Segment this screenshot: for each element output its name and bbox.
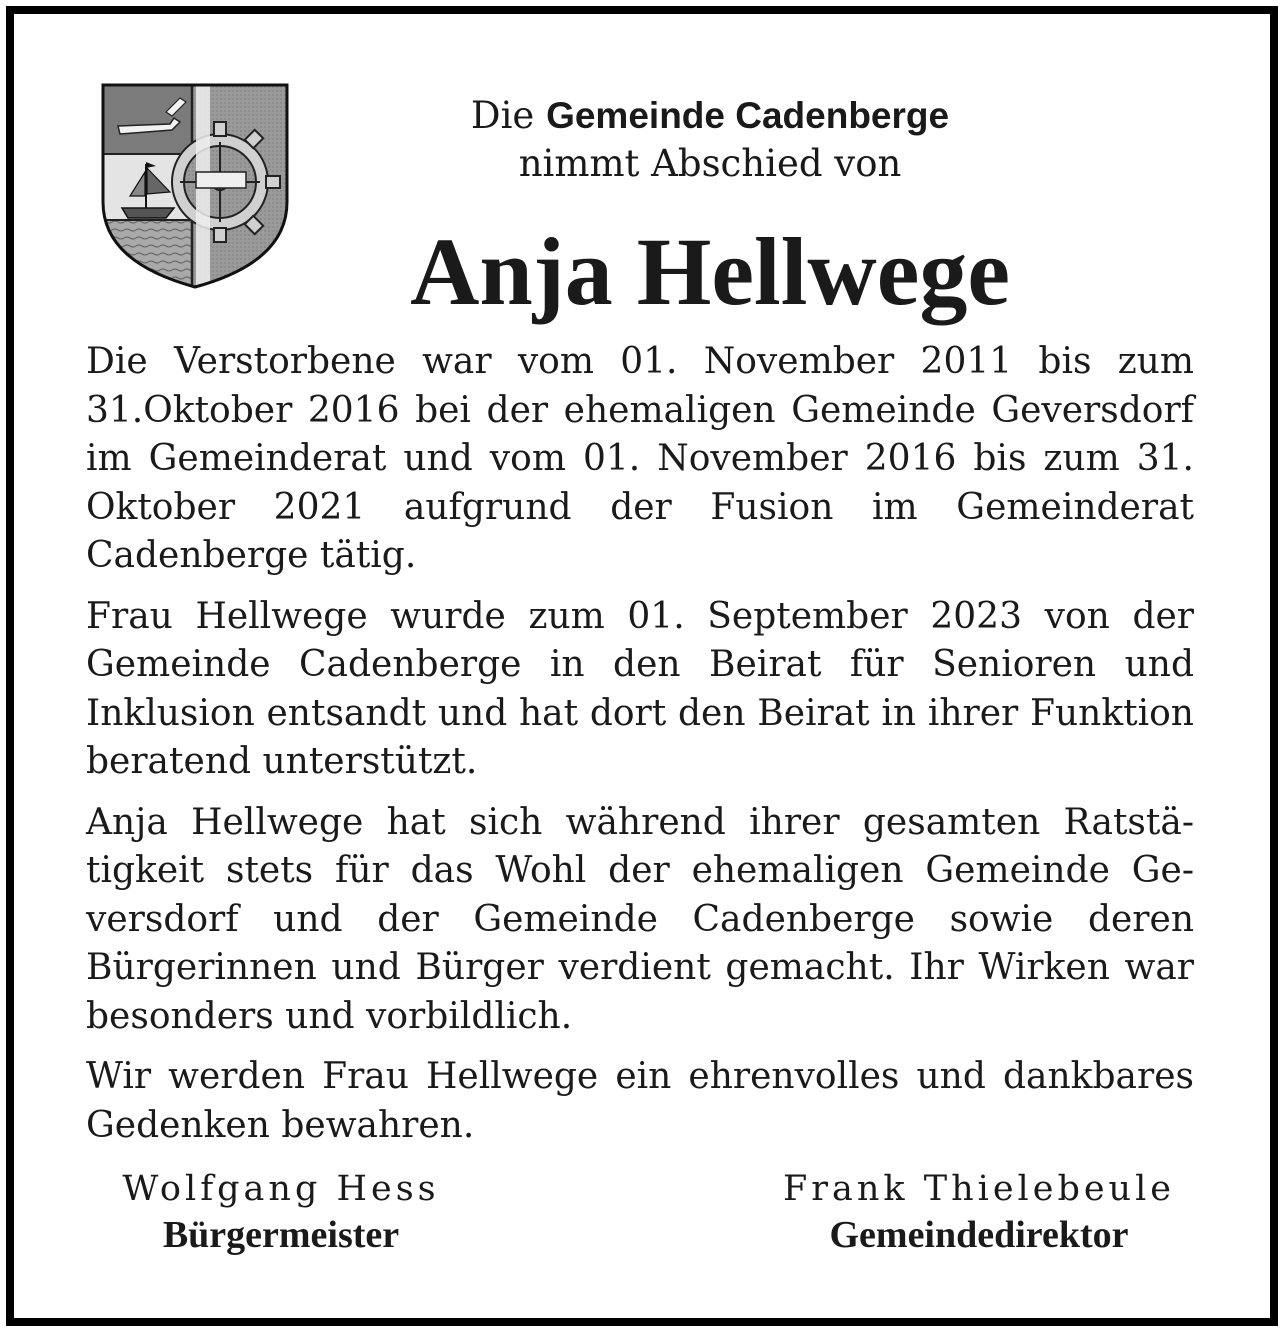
signatory-name: Wolfgang Hess (122, 1169, 440, 1209)
signatory-role: Bürgermeister (162, 1214, 400, 1256)
signatory-role: Gemeindedirektor (829, 1214, 1129, 1256)
paragraph-merits: Anja Hellwege hat sich während ihrer gesamten Ratstätigkeit stets für das Wohl der ehemaligen Gemeinde Geversdorf und der Gemeinde Cadenberge sowie deren Bürgerinnen und Bürger verdient gemacht. Ihr Wirken war besonders und vorbildlich. (86, 801, 1194, 1037)
paragraph-service-council: Die Verstorbene war vom 01. November 2011 bis zum 31.Oktober 2016 bei der ehemaligen Gemeinde Geversdorf im Gemeinderat und vom 01. November 2016 bis zum 31. Oktober 2021 aufgrund der Fusion im Gemeinderat Cadenberge tätig. (86, 341, 1194, 576)
obituary-body (86, 338, 1194, 1162)
header-prefix: Die (470, 94, 535, 137)
paragraph-remembrance: Wir werden Frau Hellwege ein ehrenvolles und dankbares Gedenken bewahren. (86, 1056, 1194, 1146)
signature-mayor (66, 1166, 496, 1258)
signature-director (764, 1166, 1194, 1258)
deceased-name: Anja Hellwege (410, 218, 1010, 325)
paragraph-advisory-board: Frau Hellwege wurde zum 01. September 2023 von der Gemeinde Cadenberge in den Beirat für Senioren und Inklusion entsandt und hat dort den Beirat in ihrer Funktion beratend unterstützt. (86, 595, 1194, 782)
signatory-name: Frank Thielebeule (782, 1169, 1176, 1209)
organization-name: Gemeinde Cadenberge (546, 95, 950, 136)
municipal-coat-of-arms-icon (100, 82, 290, 290)
header-subline: nimmt Abschied von (518, 142, 902, 185)
header-announcement (330, 92, 1090, 140)
